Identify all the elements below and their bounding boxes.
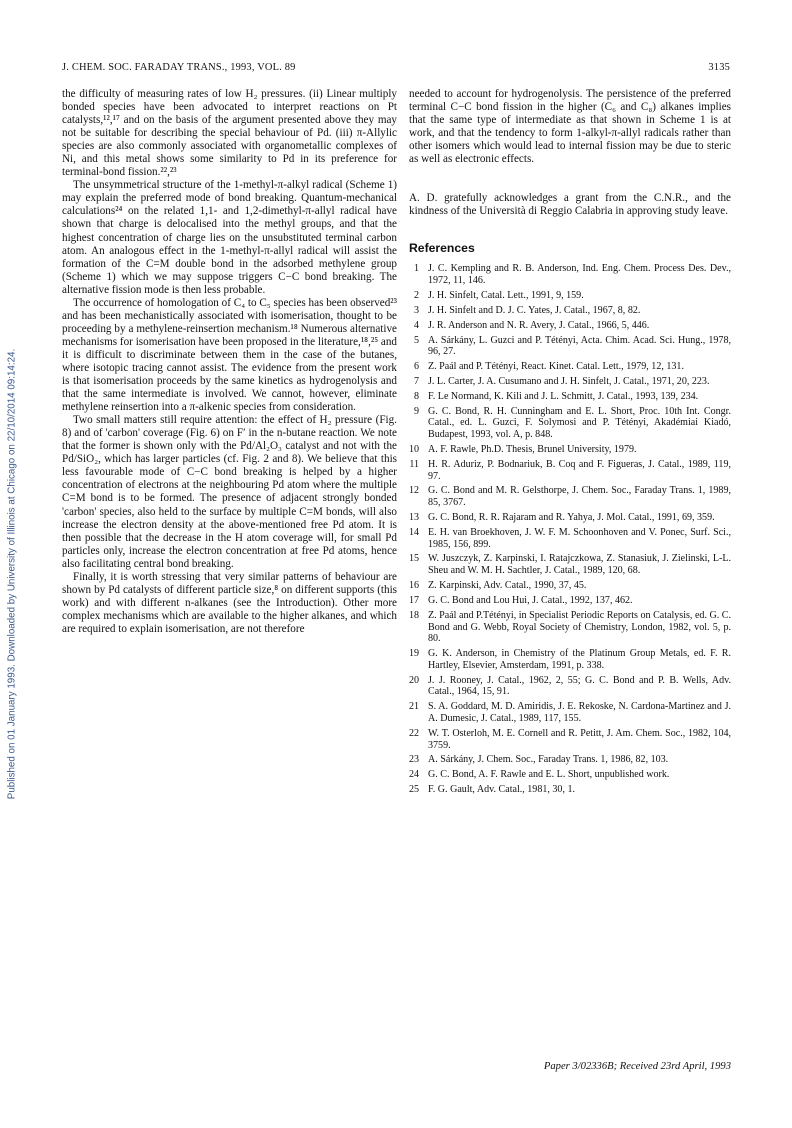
reference-number: 5 xyxy=(413,334,419,346)
reference-item xyxy=(409,361,731,373)
paragraph: the difficulty of measuring rates of low H₂ pressures. (ii) Linear multiply bonded species have been advocated to interpret reactions on Pt catalysts,¹²,¹⁷ and on the basis of the argument presented above they may not be suitable for describing the special behaviour of Pd. (iii) π-Allylic species are also commonly associated with organometallic complexes of Ni, and this metal shows some similarity to Pd in its preference for terminal-bond fission.²²,²³ xyxy=(62,88,397,179)
reference-item xyxy=(409,701,731,725)
paragraph: needed to account for hydrogenolysis. The persistence of the preferred terminal C−C bond fission in the higher (C₆ and C₈) alkanes implies that the same type of intermediate as that shown in Scheme 1 is at work, and that the tendency to form 1-alkyl-π-allyl radicals rather than other isomers which would lead to internal fission may be due to steric as well as electronic effects. xyxy=(409,88,731,166)
reference-item xyxy=(409,459,731,483)
page-number: 3135 xyxy=(708,62,730,73)
reference-text: G. C. Bond, A. F. Rawle and E. L. Short, unpublished work. xyxy=(428,769,670,781)
download-watermark-text: Published on 01 January 1993. Downloaded by University of Illinois at Chicago on 22/10/2014 09:14:24. xyxy=(6,348,18,799)
running-head xyxy=(62,62,730,78)
reference-text: G. C. Bond and M. R. Gelsthorpe, J. Chem. Soc., Faraday Trans. 1, 1989, 85, 3767. xyxy=(428,485,731,509)
paragraph: Finally, it is worth stressing that very similar patterns of behaviour are shown by Pd catalysts of different particle size,⁸ on different supports (this work) and with different n-alkanes (see the Introduction). Other more complex mechanisms which are available to the higher alkanes, and which are required to explain isomerisation, are not therefore xyxy=(62,570,397,635)
reference-text: F. G. Gault, Adv. Catal., 1981, 30, 1. xyxy=(428,784,576,796)
reference-item xyxy=(409,595,731,607)
reference-text: J. H. Sinfelt, Catal. Lett., 1991, 9, 159. xyxy=(428,290,584,302)
reference-number: 17 xyxy=(409,594,420,606)
reference-number: 7 xyxy=(413,375,419,387)
reference-number: 2 xyxy=(413,290,419,302)
reference-item xyxy=(409,320,731,332)
reference-number: 15 xyxy=(409,553,420,565)
reference-number: 25 xyxy=(409,784,420,796)
reference-list xyxy=(409,263,731,796)
reference-text: Z. Paál and P.Tétényi, in Specialist Periodic Reports on Catalysis, ed. G. C. Bond and G. Webb, Royal Society of Chemistry, London, 1982, vol. 5, p. 80. xyxy=(428,609,731,645)
reference-text: J. R. Anderson and N. R. Avery, J. Catal., 1966, 5, 446. xyxy=(428,319,650,331)
reference-number: 21 xyxy=(409,701,420,713)
reference-item xyxy=(409,728,731,752)
reference-item xyxy=(409,406,731,441)
reference-text: W. Juszczyk, Z. Karpinski, I. Ratajczkowa, Z. Stanasiuk, J. Zielinski, L-L. Sheu and W. M. H. Sachtler, J. Catal., 1989, 120, 68. xyxy=(428,553,731,577)
reference-text: A. Sárkány, L. Guzci and P. Tétényi, Acta. Chim. Acad. Sci. Hung., 1978, 96, 27. xyxy=(428,334,731,358)
paragraph: Two small matters still require attention: the effect of H₂ pressure (Fig. 8) and of 'carbon' coverage (Fig. 6) on F′ in the n-butane reaction. We note that the former is shown only with the Pd/Al₂O₃ catalyst and not with the Pd/SiO₂, which has larger particles (cf. Fig. 2 and 8). We believe that this less favourable mode of C−C bond breaking is helped by a higher concentration of electrons at the neighbouring Pd atom where the multiple C=M bond is to be formed. The presence of adjacent strongly bonded 'carbon' species, also held to the surface by multiple C=M bonds, will also increase the electron density at the above-mentioned free Pd atom. It is then possible that the decrease in the H atom coverage will, for small Pd particles only, increase the electron concentration at free Pd atoms, hence also facilitating central bond breaking. xyxy=(62,414,397,570)
reference-number: 3 xyxy=(413,304,419,316)
reference-item xyxy=(409,784,731,796)
reference-text: J. H. Sinfelt and D. J. C. Yates, J. Catal., 1967, 8, 82. xyxy=(428,304,641,316)
reference-item xyxy=(409,553,731,577)
reference-text: G. C. Bond, R. H. Cunningham and E. L. Short, Proc. 10th Int. Congr. Catal., ed. L. Guzci, F. Solymosi and P. Tétényi, Akadémiai Kiadó, Budapest, 1993, vol. A, p. 848. xyxy=(428,405,731,441)
reference-item xyxy=(409,675,731,699)
reference-item xyxy=(409,648,731,672)
reference-item xyxy=(409,444,731,456)
reference-number: 24 xyxy=(409,769,420,781)
reference-number: 18 xyxy=(409,609,420,621)
reference-number: 14 xyxy=(409,526,420,538)
reference-text: G. C. Bond and Lou Hui, J. Catal., 1992, 137, 462. xyxy=(428,594,633,606)
reference-text: F. Le Normand, K. Kili and J. L. Schmitt, J. Catal., 1993, 139, 234. xyxy=(428,390,699,402)
reference-text: A. Sárkány, J. Chem. Soc., Faraday Trans. 1, 1986, 82, 103. xyxy=(428,754,669,766)
reference-item xyxy=(409,391,731,403)
reference-text: W. T. Osterloh, M. E. Cornell and R. Petitt, J. Am. Chem. Soc., 1982, 104, 3759. xyxy=(428,727,731,751)
reference-number: 13 xyxy=(409,512,420,524)
reference-number: 23 xyxy=(409,754,420,766)
reference-text: G. K. Anderson, in Chemistry of the Platinum Group Metals, ed. F. R. Hartley, Elsevier, Amsterdam, 1991, p. 338. xyxy=(428,648,731,671)
reference-text: Z. Paál and P. Tétényi, React. Kinet. Catal. Lett., 1979, 12, 131. xyxy=(428,361,684,373)
reference-text: G. C. Bond, R. R. Rajaram and R. Yahya, J. Mol. Catal., 1991, 69, 359. xyxy=(428,512,715,524)
reference-number: 20 xyxy=(409,674,420,686)
reference-item xyxy=(409,376,731,388)
reference-text: S. A. Goddard, M. D. Amiridis, J. E. Rekoske, N. Cardona-Martinez and J. A. Dumesic, J. Catal., 1989, 117, 155. xyxy=(428,701,731,725)
reference-text: A. F. Rawle, Ph.D. Thesis, Brunel University, 1979. xyxy=(428,444,637,456)
reference-item xyxy=(409,335,731,359)
reference-item xyxy=(409,290,731,302)
reference-item xyxy=(409,769,731,781)
reference-item xyxy=(409,527,731,551)
reference-item xyxy=(409,485,731,509)
paper-received-footer: Paper 3/02336B; Received 23rd April, 1993 xyxy=(543,1061,731,1072)
left-column xyxy=(62,88,397,636)
right-column xyxy=(409,88,731,799)
acknowledgement: A. D. gratefully acknowledges a grant from the C.N.R., and the kindness of the Università di Reggio Calabria in approving study leave. xyxy=(409,192,731,218)
reference-number: 1 xyxy=(413,263,419,275)
reference-number: 11 xyxy=(409,458,419,470)
reference-text: Z. Karpinski, Adv. Catal., 1990, 37, 45. xyxy=(428,580,587,592)
reference-number: 10 xyxy=(409,444,420,456)
reference-item xyxy=(409,754,731,766)
reference-item xyxy=(409,610,731,645)
reference-number: 6 xyxy=(413,361,419,373)
reference-item xyxy=(409,263,731,287)
reference-number: 12 xyxy=(409,485,420,497)
reference-number: 4 xyxy=(413,319,419,331)
reference-number: 9 xyxy=(413,405,419,417)
reference-number: 19 xyxy=(409,648,420,660)
paragraph: The occurrence of homologation of C₄ to C₅ species has been observed²³ and has been mechanistically associated with isomerisation, thought to be proceeding by a methylene-reinsertion mechanism.¹⁸ Numerous alternative mechanisms for isomerisation have been proposed in the literature,¹⁸,²⁵ and it is difficult to discriminate between them in the case of the butanes, where isotopic tracing cannot assist. The evidence from the present work is that isomerisation proceeds by the same kinetics as hydrogenolysis and that the same intermediate is involved. We cannot, however, eliminate methylene reinsertion into a π-alkenic species from consideration. xyxy=(62,296,397,414)
reference-number: 8 xyxy=(413,390,419,402)
reference-number: 16 xyxy=(409,580,420,592)
reference-number: 22 xyxy=(409,727,420,739)
paragraph: The unsymmetrical structure of the 1-methyl-π-alkyl radical (Scheme 1) may explain the preferred mode of bond breaking. Quantum-mechanical calculations²⁴ on the related 1,1- and 1,2-dimethyl-π-allyl radical have shown that charge is delocalised into the methyl groups, and that the highest concentration of charge lies on the unsubstituted terminal carbon atom. An analogous effect in the 1-methyl-π-allyl radical will assist the formation of the C=M double bond in the adsorbed methylene group (Scheme 1) which we may suppose triggers C−C bond breaking. The alternative fission mode is then less probable. xyxy=(62,179,397,296)
reference-item xyxy=(409,580,731,592)
reference-text: J. J. Rooney, J. Catal., 1962, 2, 55; G. C. Bond and P. B. Wells, Adv. Catal., 1964, 15, 91. xyxy=(428,674,731,698)
reference-text: E. H. van Broekhoven, J. W. F. M. Schoonhoven and V. Ponec, Surf. Sci., 1985, 156, 899. xyxy=(428,526,731,550)
download-watermark xyxy=(4,186,20,961)
journal-citation: J. CHEM. SOC. FARADAY TRANS., 1993, VOL. 89 xyxy=(62,62,296,73)
references-heading: References xyxy=(409,241,475,256)
reference-text: H. R. Aduriz, P. Bodnariuk, B. Coq and F. Figueras, J. Catal., 1989, 119, 97. xyxy=(428,458,731,482)
reference-item xyxy=(409,512,731,524)
reference-text: J. C. Kempling and R. B. Anderson, Ind. Eng. Chem. Process Des. Dev., 1972, 11, 146. xyxy=(428,263,731,287)
reference-text: J. L. Carter, J. A. Cusumano and J. H. Sinfelt, J. Catal., 1971, 20, 223. xyxy=(428,375,710,387)
reference-item xyxy=(409,305,731,317)
